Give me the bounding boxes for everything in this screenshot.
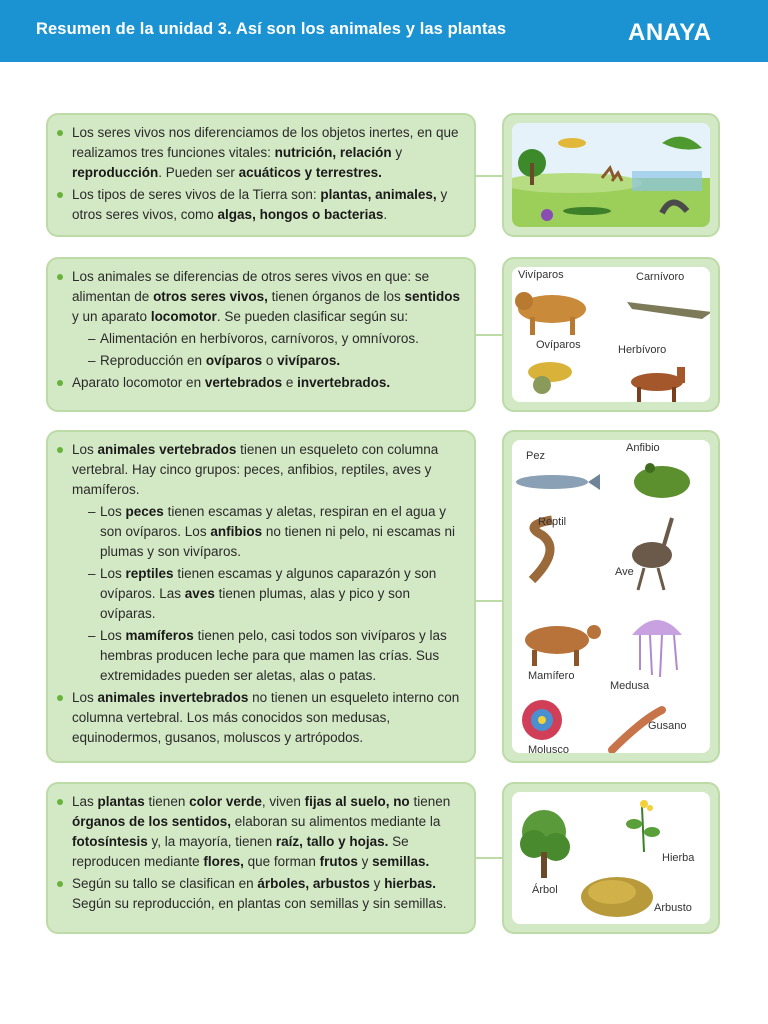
label-jellyfish: Medusa <box>610 680 650 692</box>
connector-line <box>476 175 502 177</box>
summary-box-living-beings <box>46 113 476 237</box>
list-item: Según su tallo se clasifican en árboles, arbustos y hierbas. Según su reproducción, en plantas con semillas y sin semillas. <box>72 874 464 914</box>
illustration-panel-plants <box>502 782 720 934</box>
list-item: Los seres vivos nos diferenciamos de los objetos inertes, en que realizamos tres funciones vitales: nutrición, relación y reproducción. Pueden ser acuáticos y terrestres. <box>72 123 464 183</box>
tree-icon <box>520 810 570 878</box>
connector-line <box>476 857 502 859</box>
label-fish: Pez <box>526 450 545 462</box>
header-bar <box>0 0 768 62</box>
sub-item: – Alimentación en herbívoros, carnívoros, y omnívoros. <box>88 331 419 346</box>
snake-icon <box>532 520 552 580</box>
snail-icon <box>522 700 562 740</box>
label-viviparous: Vivíparos <box>518 269 564 281</box>
list-item: Las plantas tienen color verde, viven fijas al suelo, no tienen órganos de los sentidos, elaboran su alimentos mediante la fotosíntesis y, la mayoría, tienen raíz, tallo y hojas. Se reproducen mediante flores, que forman frutos y semillas. <box>72 792 464 872</box>
frog-icon <box>634 463 690 498</box>
list-item: Aparato locomotor en vertebrados e invertebrados. <box>72 373 464 393</box>
summary-box-vertebrates <box>46 430 476 763</box>
summary-box-animals <box>46 257 476 412</box>
label-herbivore: Herbívoro <box>618 344 667 356</box>
illustration-panel-vertebrates <box>502 430 720 763</box>
list-item: Los animales se diferencias de otros seres vivos en que: se alimentan de otros seres vivos, tienen órganos de los sentidos y un aparato locomotor. Se pueden clasificar según su: <box>72 267 464 327</box>
ecosystem-illustration <box>512 123 710 227</box>
jellyfish-icon <box>632 620 682 677</box>
connector-line <box>476 600 502 602</box>
fish-icon <box>516 474 600 490</box>
sub-item: – Los reptiles tienen escamas y algunos caparazón y son ovíparos. Las aves tienen plumas, alas y pico y son ovíparas. <box>88 566 437 621</box>
herb-icon <box>626 800 660 852</box>
sub-item: – Los peces tienen escamas y aletas, respiran en el agua y son ovíparos. Los anfibios no tienen ni pelo, ni escamas ni plumas y son vivíparos. <box>88 504 455 559</box>
label-worm: Gusano <box>648 720 687 732</box>
illustration-panel-animal-types <box>502 257 720 412</box>
lioness-icon <box>515 292 586 335</box>
horse-icon <box>631 367 685 402</box>
label-mammal: Mamífero <box>528 670 575 682</box>
label-bird: Ave <box>615 566 634 578</box>
list-item: Los animales invertebrados no tienen un esqueleto interno con columna vertebral. Los más conocidos son medusas, equinodermos, gusanos, moluscos y artrópodos. <box>72 688 464 748</box>
connector-line <box>476 334 502 336</box>
label-amphibian: Anfibio <box>626 442 660 454</box>
summary-box-plants <box>46 782 476 934</box>
ecosystem-scene <box>512 123 710 227</box>
animal-types-drawings <box>512 267 710 402</box>
cow-icon <box>525 625 601 666</box>
list-item: Los animales vertebrados tienen un esqueleto con columna vertebral. Hay cinco grupos: peces, anfibios, reptiles, aves y mamíferos. <box>72 440 464 500</box>
page-title: Resumen de la unidad 3. Así son los animales y las plantas <box>36 20 507 38</box>
label-reptile: Reptil <box>538 516 567 528</box>
label-shrub: Arbusto <box>654 902 692 914</box>
sub-item: – Los mamíferos tienen pelo, casi todos son vivíparos y las hembras producen leche para que mamen las crías. Sus extremidades pueden ser aletas, alas o patas. <box>88 628 447 683</box>
shrub-icon <box>581 877 653 917</box>
label-mollusc: Molusco <box>528 744 569 753</box>
list-item: Los tipos de seres vivos de la Tierra son: plantas, animales, y otros seres vivos, como algas, hongos o bacterias. <box>72 185 464 225</box>
sub-item: – Reproducción en ovíparos o vivíparos. <box>88 353 341 368</box>
label-herb: Hierba <box>662 852 695 864</box>
vertebrate-drawings <box>512 440 710 753</box>
crocodile-icon <box>627 302 710 319</box>
emu-icon <box>632 518 672 590</box>
label-oviparous: Ovíparos <box>536 339 581 351</box>
publisher-logo: ANAYA <box>628 19 712 46</box>
fish-icon <box>528 362 572 394</box>
label-carnivore: Carnívoro <box>636 271 685 283</box>
illustration-panel-ecosystem <box>502 113 720 237</box>
label-tree: Árbol <box>532 884 558 896</box>
